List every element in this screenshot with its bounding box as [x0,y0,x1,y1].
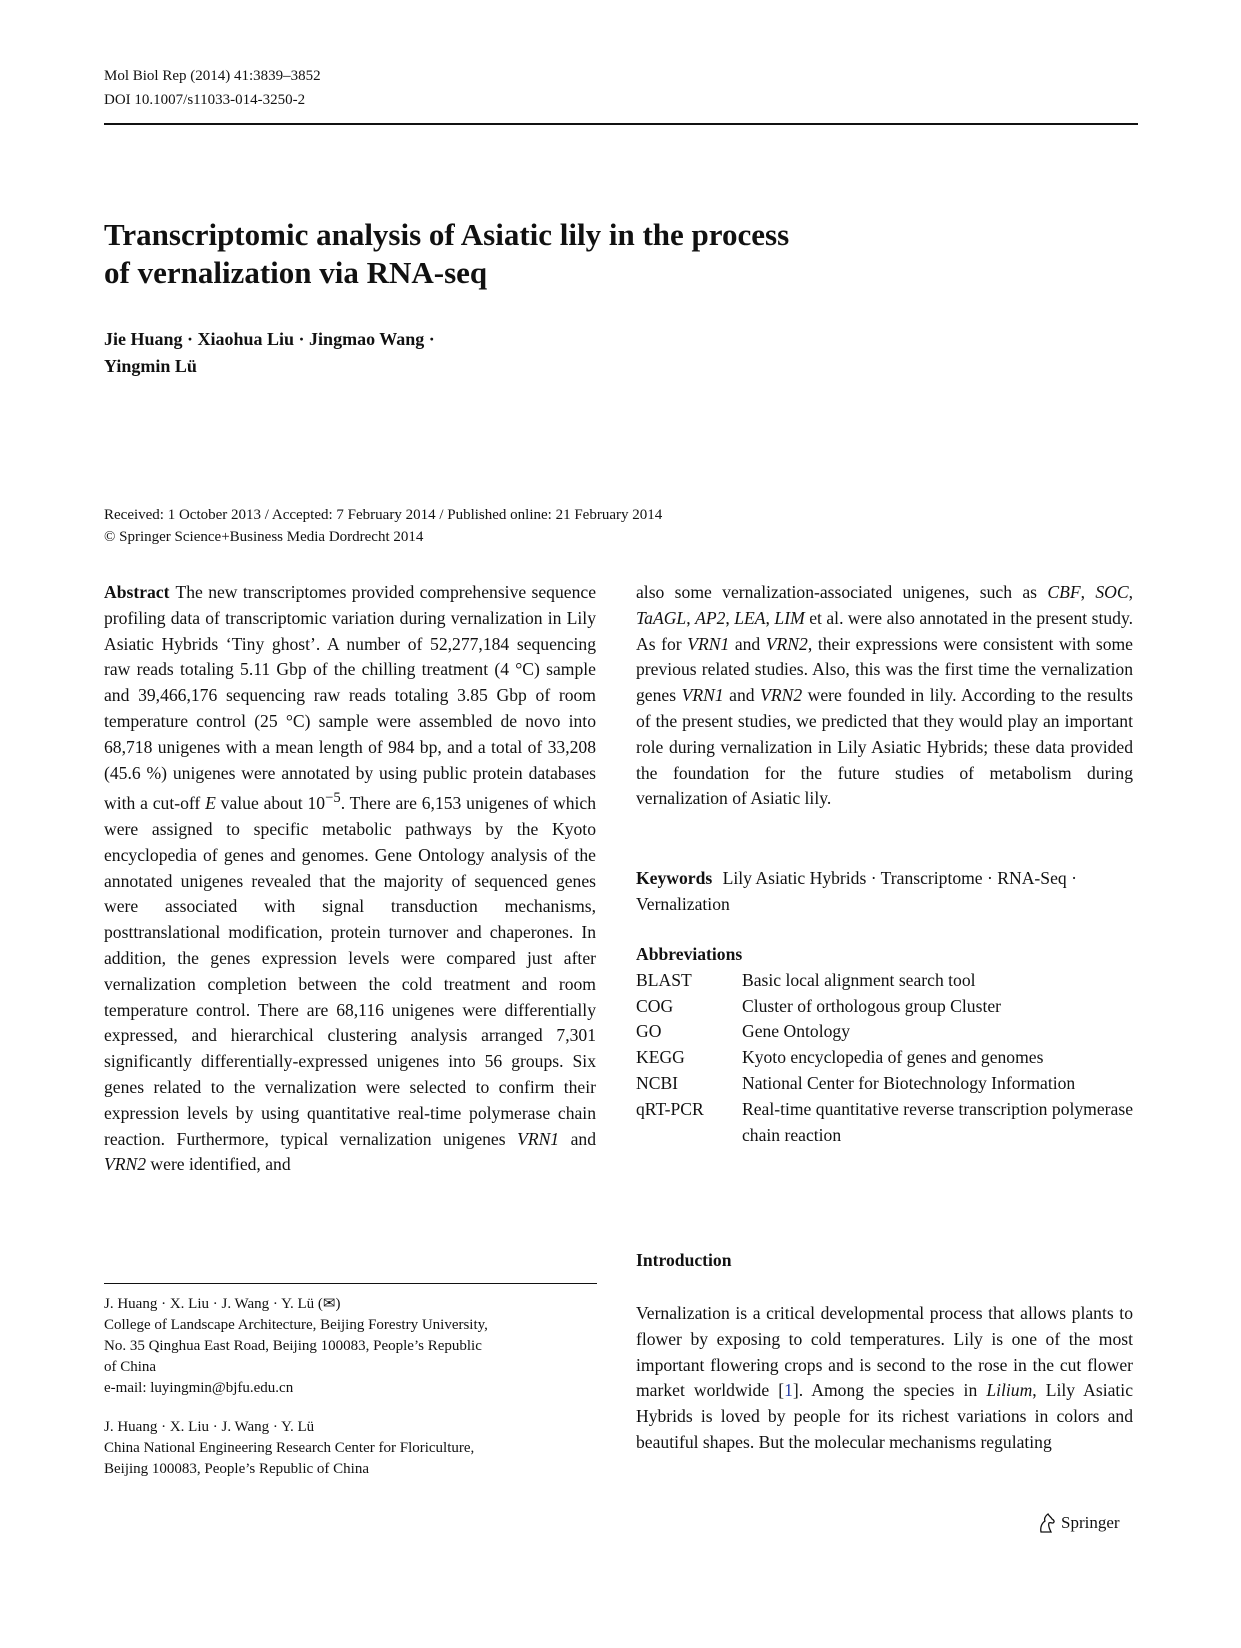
affiliation-1-line: College of Landscape Architecture, Beijing Forestry University, [104,1317,488,1333]
gene-soc: SOC [1095,582,1129,602]
gene-lea: LEA [734,607,766,628]
title-line-2: of vernalization via RNA-seq [104,255,488,290]
springer-horse-icon [1037,1512,1057,1534]
affiliation-2-authors: J. Huang · X. Liu · J. Wang · Y. Lü [104,1419,315,1435]
gene-vrn1: VRN1 [687,633,730,654]
affiliation-1-line: of China [104,1359,157,1375]
corresponding-email[interactable]: e-mail: luyingmin@bjfu.edu.cn [104,1380,294,1396]
gene-vrn1: VRN1 [681,685,724,706]
conjunction: and [723,685,761,706]
abbreviation-definition: Kyoto encyclopedia of genes and genomes [742,1047,1044,1068]
gene-vrn2: VRN2 [760,685,803,706]
gene-vrn2: VRN2 [104,1154,147,1175]
abbreviation-term: qRT-PCR [636,1098,704,1119]
abbreviations [636,942,1133,1148]
abstract-text: The new transcriptomes provided comprehensive sequence profiling data of transcriptomic variation during vernalization in Lily Asiatic Hybrids ‘Tiny ghost’. A number of 52,277,184 sequencing raw reads totaling 5.11 Gbp of the chilling treatment (4 °C) sample and 39,466,176 sequencing raw reads totaling 3.85 Gbp of room temperature control (25 °C) sample were assembled de novo into 68,718 unigenes with a mean length of 984 bp, and a total of 33,208 (45.6 %) unigenes were annotated by using public protein databases with a cut-off [104,582,596,814]
gene-vrn1: VRN1 [517,1128,560,1149]
affiliation-2-line: Beijing 100083, People’s Republic of China [104,1461,369,1477]
publisher-name: Springer [1061,1513,1120,1532]
abbreviation-definition: National Center for Biotechnology Information [742,1072,1076,1093]
intro-text-1: Vernalization is a critical developmental process that allows plants to flower by exposing to cold temperatures. Lily is one of the most important flowering crops and is second to the rose in the cut flower market worldwide [ [636,1303,1133,1401]
gene-vrn2: VRN2 [765,633,808,654]
abbreviation-term: KEGG [636,1047,685,1068]
conjunction: and [729,633,766,654]
footnote-divider [104,1283,597,1284]
abstract-cont-text: also some vernalization-associated unigenes, such as [636,582,1048,602]
affiliation-2-line: China National Engineering Research Center for Floriculture, [104,1440,475,1456]
affiliation-1 [104,1294,597,1399]
conjunction: and [559,1128,596,1149]
abstract-text-2: . There are 6,153 unigenes of which were assigned to specific metabolic pathways by the Kyoto encyclopedia of genes and genomes. Gene Ontology analysis of the annotated unigenes revealed that the majority of sequenced genes were associated with signal transduction mechanisms, posttranslational modification, protein turnover and chaperones. In addition, the genes expression levels were compared just after vernalization completion between the cold treatment and room temperature control. There are 68,116 unigenes were differentially expressed, and hierarchical clustering analysis arranged 7,301 significantly differentially-expressed unigenes into 56 groups. Six genes related to the vernalization were selected to confirm their expression levels by using quantitative real-time polymerase chain reaction. Furthermore, typical vernalization unigenes [104,793,596,1149]
introduction-text [636,1301,1133,1456]
abbreviations-heading: Abbreviations [636,944,743,964]
abbreviation-row [636,1097,1133,1149]
abbreviation-term: GO [636,1021,662,1042]
abbreviation-row [636,1045,1133,1071]
reference-link[interactable]: 1 [784,1380,793,1401]
journal-citation: Mol Biol Rep (2014) 41:3839–3852 [104,68,321,84]
publication-history [104,504,662,548]
evalue-text: value about 10 [215,793,326,814]
affiliation-1-line: No. 35 Qinghua East Road, Beijing 100083, People’s Republic [104,1338,482,1354]
separator: , [1080,582,1096,602]
abbreviation-row [636,994,1133,1020]
abbreviation-term: NCBI [636,1072,679,1093]
header-divider [104,123,1138,125]
abstract-continued [636,580,1133,812]
gene-ap2: AP2 [695,607,726,628]
abbreviation-term: BLAST [636,969,692,990]
abbreviation-definition: Cluster of orthologous group Cluster [742,995,1002,1016]
copyright: © Springer Science+Business Media Dordrecht 2014 [104,529,424,545]
gene-cbf: CBF [1047,582,1081,602]
abbreviation-row [636,968,1133,994]
gene-lim: LIM [774,607,805,628]
abbreviation-term: COG [636,995,674,1016]
abstract-label: Abstract [104,582,170,602]
separator: , [686,607,696,628]
authors-line-1: Jie Huang · Xiaohua Liu · Jingmao Wang · [104,329,435,349]
authors-line-2: Yingmin Lü [104,356,197,376]
doi: DOI 10.1007/s11033-014-3250-2 [104,92,306,108]
abbreviation-definition: Real-time quantitative reverse transcription polymerase chain reaction [742,1098,1133,1145]
affiliation-2 [104,1417,597,1480]
abbreviation-definition: Basic local alignment search tool [742,969,976,990]
separator: , [725,607,735,628]
separator: , [765,607,775,628]
evalue-exponent: −5 [325,790,341,807]
article-title [104,216,924,292]
abstract-cont-text-4: were founded in lily. According to the results of the present studies, we predicted that they would play an important role during vernalization in Lily Asiatic Hybrids; these data provided the foundation for the future studies of metabolism during vernalization of Asiatic lily. [636,685,1133,809]
keywords-list: Lily Asiatic Hybrids · Transcriptome · RNA-Seq · Vernalization [636,868,1077,914]
gene-taagl: TaAGL [636,607,687,628]
title-line-1: Transcriptomic analysis of Asiatic lily in the process [104,217,790,252]
affiliation-1-authors: J. Huang · X. Liu · J. Wang · Y. Lü (✉) [104,1296,341,1312]
keywords-label: Keywords [636,868,713,888]
abbreviation-definition: Gene Ontology [742,1021,850,1042]
evalue-symbol: E [205,793,216,814]
affiliations [104,1294,597,1498]
history-dates: Received: 1 October 2013 / Accepted: 7 February 2014 / Published online: 21 February 2014 [104,507,663,523]
genus-lilium: Lilium [986,1380,1033,1401]
intro-text-3: , Lily Asiatic Hybrids is loved by people for its richest variations in colors and beautiful shapes. But the molecular mechanisms regulating [636,1380,1134,1452]
abstract-cont-text-3: , their expressions were consistent with some previous related studies. Also, this was the first time the vernalization genes [636,633,1133,706]
abbreviation-row [636,1019,1133,1045]
keywords [636,866,1133,918]
abstract-cont-text-2: et al. were also annotated in the present study. As for [636,607,1134,654]
abstract-text-3: were identified, and [146,1154,291,1175]
abbreviation-row [636,1071,1133,1097]
journal-header [104,64,321,112]
author-list [104,326,435,380]
publisher-logo [1037,1512,1120,1534]
intro-text-2: ]. Among the species in [792,1380,987,1401]
section-heading-introduction: Introduction [636,1250,732,1270]
separator: , [1128,582,1133,602]
abstract [104,580,596,1178]
